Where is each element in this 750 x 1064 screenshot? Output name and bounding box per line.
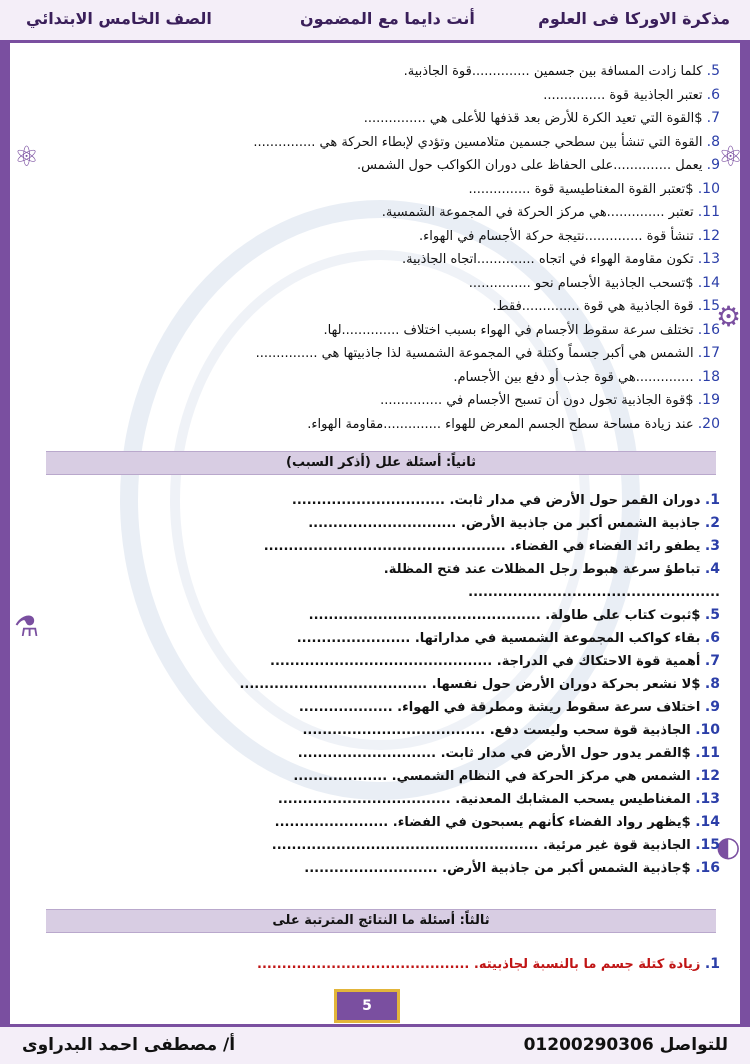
item-number: 1. [704,956,720,972]
test-tube-icon: ⚗ [14,610,40,643]
item-text: دوران القمر حول الأرض في مدار ثابت. ............................... [291,493,701,508]
item-number: 12. [695,768,720,784]
item-text: جاذبية الشمس أكبر من جاذبية الأرض. .............................. [308,516,701,531]
item-number: 13. [697,251,720,267]
item-number: 14. [697,274,720,291]
item-number: 4. [704,561,720,577]
item-text: $جاذبية الشمس أكبر من جاذبية الأرض. ........................... [304,861,691,876]
item-text: $القمر يدور حول الأرض في مدار ثابت. ............................ [297,746,691,761]
footer-author: أ/ مصطفى احمد البدراوى [22,1035,236,1055]
item-number: 10. [697,180,720,197]
list-item [299,698,720,717]
item-number: 11. [695,745,720,761]
item-text: زيادة كتلة جسم ما بالنسبة لجاذبيته. ........................................... [257,957,701,972]
list-item [293,767,720,786]
list-item [493,297,720,316]
page-header [0,0,750,43]
list-item [256,344,720,363]
list-item [308,514,720,533]
list-item [309,606,720,625]
item-text: يطفو رائد الفضاء في الفضاء. ................................................. [263,539,701,554]
item-text: أهمية قوة الاحتكاك في الدراجة. ............................................. [270,654,701,669]
item-text: $ثبوت كتاب على طاولة. ............................................... [308,608,701,623]
globe-icon: ◐ [716,830,741,863]
item-text: عند زيادة مساحة سطح الجسم المعرض للهواء ..............مقاومة الهواء. [307,416,694,432]
item-number: 10. [695,722,720,738]
list-item [469,274,720,293]
item-text: الجاذبية قوة غير مرئية. ...................................................... [271,838,691,853]
list-item [272,836,720,855]
section-heading-reasons: ثانياً: أسئلة علل (أذكر السبب) [46,451,716,475]
list-item [453,368,720,387]
item-text: يعمل ..............على الحفاظ على دوران الكواكب حول الشمس. [357,158,703,173]
item-text: الجاذبية قوة سحب وليست دفع. ..................................... [302,723,691,738]
item-number: 1. [704,492,720,508]
item-text: القوة التي تنشأ بين سطحي جسمين متلامسين وتؤدي لإبطاء الحركة هي ............... [253,134,703,150]
header-left-title: الصف الخامس الابتدائي [26,9,212,28]
item-number: 8. [704,676,720,692]
item-text: اختلاف سرعة سقوط ريشة ومطرقة في الهواء. ................... [298,700,701,715]
item-text: تنشأ قوة ..............نتيجة حركة الأجسام في الهواء. [419,228,694,244]
list-item [364,109,720,128]
list-item [543,86,720,105]
item-text: ..............هي قوة جذب أو دفع بين الأجسام. [453,369,694,385]
item-number: 11. [697,204,720,220]
list-item [382,203,720,222]
item-number: 6. [706,86,720,103]
item-text: تكون مقاومة الهواء في اتجاه ..............اتجاه الجاذبية. [401,252,694,267]
list-item [275,813,720,832]
list-item [380,391,720,410]
list-item [402,250,720,269]
header-middle-title: أنت دايما مع المضمون [300,9,475,28]
list-item [304,859,720,878]
list-item [239,675,720,694]
list-item [468,180,720,199]
item-number: 20. [697,415,720,432]
item-text: $لا نشعر بحركة دوران الأرض حول نفسها. ...................................... [239,677,701,692]
list-item [278,790,720,809]
item-number: 16. [695,860,720,876]
page-footer [0,1024,750,1064]
page-number: 5 [334,989,400,1023]
section-heading-consequences: ثالثاً: أسئلة ما النتائج المترتبة على [46,909,716,933]
item-text: الشمس هي أكبر جسماً وكتلة في المجموعة الشمسية لذا جاذبيتها هي ............... [255,346,694,361]
header-right-title: مذكرة الاوركا فى العلوم [538,9,730,28]
item-number: 3. [704,538,720,554]
item-text: $تسحب الجاذبية الأجسام نحو ............... [468,275,694,291]
list-item [384,560,720,579]
item-number: 15. [695,837,720,853]
list-item [270,652,720,671]
gear-icon: ⚙ [716,300,742,333]
list-item [292,491,720,510]
item-text: $تعتبر القوة المغناطيسية قوة ............... [468,181,694,197]
item-number: 5. [704,607,720,623]
item-number: 7. [704,653,720,669]
list-item [307,415,720,434]
list-item [253,133,720,152]
list-item [357,156,720,175]
item-number: 19. [697,392,720,408]
item-number: 15. [697,298,720,314]
item-number: 7. [706,110,720,126]
footer-contact: للتواصل 01200290306 [523,1035,728,1055]
item-text: ................................................... [468,585,720,600]
item-number: 14. [695,814,720,830]
item-number: 6. [704,630,720,646]
item-number: 13. [695,791,720,807]
list-item [264,537,720,556]
item-text: بقاء كواكب المجموعة الشمسية في مداراتها. ....................... [296,631,701,646]
list-item [302,721,720,740]
item-text: تعتبر ..............هي مركز الحركة في المجموعة الشمسية. [381,205,694,220]
item-number: 18. [697,368,720,385]
item-number: 12. [697,227,720,244]
list-item [257,955,720,974]
list-item [419,227,720,246]
atom-icon: ⚛ [718,140,744,173]
list-item [297,629,720,648]
item-text: المغناطيس يسحب المشابك المعدنية. ................................... [277,792,691,807]
item-text: كلما زادت المسافة بين جسمين ..............قوة الجاذبية. [403,64,703,79]
list-item [298,744,720,763]
item-text: تختلف سرعة سقوط الأجسام في الهواء بسبب اختلاف ..............لها. [323,322,694,338]
item-text: تباطؤ سرعة هبوط رجل المظلات عند فتح المظلة. [383,562,701,577]
item-number: 8. [706,133,720,150]
list-item [404,62,720,81]
item-number: 17. [697,345,720,361]
item-number: 2. [704,515,720,531]
item-number: 16. [697,321,720,338]
list-item [468,583,720,602]
item-text: تعتبر الجاذبية قوة ............... [543,87,703,103]
item-text: الشمس هي مركز الحركة في النظام الشمسي. ................... [293,769,691,784]
item-text: $القوة التي تعيد الكرة للأرض بعد قذفها للأعلى هي ............... [363,111,703,126]
item-text: قوة الجاذبية هي قوة ..............فقط. [492,299,694,314]
atom-icon: ⚛ [14,140,40,173]
item-text: $قوة الجاذبية تحول دون أن تسبح الأجسام في ............... [380,393,694,408]
item-number: 9. [704,699,720,715]
item-number: 5. [706,63,720,79]
item-text: $يظهر رواد الفضاء كأنهم يسبحون في الفضاء. ....................... [274,815,691,830]
item-number: 9. [706,157,720,173]
list-item [323,321,720,340]
